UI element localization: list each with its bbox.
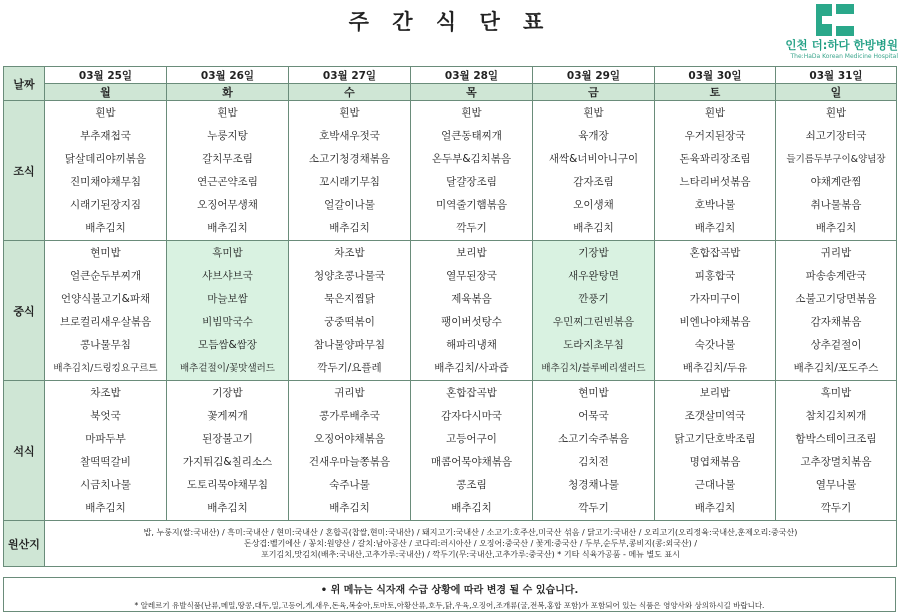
menu-item: 쇠고기장터국 [805,129,867,142]
menu-item: 깍두기 [456,221,487,234]
menu-item: 호박나물 [694,198,736,211]
menu-item: 배추김치 [85,221,126,234]
menu-item: 궁중떡볶이 [324,315,375,328]
menu-item: 흰밥 [339,106,360,119]
menu-item: 배추김치/블루베리샐러드 [541,362,646,374]
menu-item: 청경채나물 [568,478,619,491]
menu-item: 차조밥 [334,246,365,259]
menu-item: 배추김치 [694,501,736,514]
menu-item: 참나물양파무침 [313,338,385,351]
menu-cell [411,101,533,241]
menu-item: 혼합잡곡밥 [446,386,497,399]
menu-item: 마파두부 [85,432,126,445]
menu-item: 열무된장국 [446,269,497,282]
menu-item: 들기름두부구이&양념장 [786,153,886,165]
meal-row [4,241,897,381]
weekday-cell: 목 [411,84,533,101]
menu-cell [776,381,897,521]
menu-item: 얼큰동태찌개 [441,129,502,142]
menu-item: 감자다시마국 [441,409,502,422]
menu-cell [167,101,289,241]
menu-item: 가지튀김&칠리소스 [182,455,273,468]
menu-item: 도토리묵야채무침 [186,478,269,491]
menu-item: 누룽지탕 [207,129,248,142]
header-weekday-row [4,84,897,101]
menu-item: 가자미구이 [689,292,741,305]
menu-cell [533,381,655,521]
origin-info-cell [45,521,897,567]
menu-item: 호박새우젓국 [319,129,380,142]
menu-item: 청양초콩나물국 [313,269,385,282]
menu-item: 찰떡떡갈비 [80,455,131,468]
menu-item: 배추겉절이/꽃맛샐러드 [180,362,275,374]
menu-item: 해파리냉채 [446,338,497,351]
menu-item: 우거지된장국 [684,129,746,142]
menu-item: 배추김치 [815,221,857,234]
menu-item: 취나물볶음 [810,198,862,211]
notice-box [3,577,896,612]
menu-cell [167,381,289,521]
menu-cell [533,101,655,241]
menu-item: 현미밥 [90,246,121,259]
menu-item: 배추김치/드링킹요구르트 [53,362,158,374]
menu-item: 숙주나물 [329,478,370,491]
menu-item: 흰밥 [461,106,482,119]
menu-item: 배추김치/사과즙 [434,361,509,374]
menu-item: 어묵국 [578,409,609,422]
menu-cell [411,241,533,381]
menu-item: 얼큰순두부찌개 [69,269,141,282]
menu-item: 소고기청경채볶음 [308,152,391,165]
origin-line: 포기김치,맛김치(배추:국내산,고추가루:국내산) / 깍두기(무:국내산,고추가루:중국산) * 기타 식육가공품 - 메뉴 별도 표시 [261,550,680,559]
weekday-cell: 일 [776,84,897,101]
menu-item: 귀리밥 [334,386,365,399]
hospital-name-english: The:HaDa Korean Medicine Hospital [790,53,898,60]
meal-label-cell: 조식 [4,101,45,241]
menu-item: 얼갈이나물 [324,198,375,211]
menu-item: 제육볶음 [451,292,492,305]
weekday-cell: 수 [289,84,411,101]
menu-item: 매콤어묵야채볶음 [430,455,513,468]
menu-cell [289,101,411,241]
menu-item: 소불고기당면볶음 [795,292,877,305]
hospital-logo-icon [816,4,854,36]
menu-item: 조갯살미역국 [684,409,746,422]
menu-item: 배추김치 [451,501,492,514]
menu-item: 꼬시래기무침 [319,175,380,188]
weekly-menu-table [3,66,897,567]
menu-item: 깍두기 [820,501,852,514]
menu-cell [655,241,776,381]
menu-item: 파송송계란국 [805,269,867,282]
menu-item: 우민찌그린빈볶음 [552,315,635,328]
header-date-row [4,67,897,84]
menu-item: 흰밥 [95,106,116,119]
menu-item: 감자채볶음 [810,315,862,328]
menu-item: 참치김치찌개 [805,409,867,422]
meal-label-cell: 석식 [4,381,45,521]
meal-row [4,101,897,241]
menu-item: 귀리밥 [820,246,852,259]
menu-item: 배추김치/포도주스 [793,361,879,374]
menu-item: 깍두기 [578,501,609,514]
menu-item: 시금치나물 [80,478,131,491]
menu-item: 흰밥 [217,106,238,119]
menu-item: 브로컬리새우살볶음 [59,315,152,328]
menu-item: 흑미밥 [820,386,852,399]
page-title: 주 간 식 단 표 [348,10,552,34]
menu-item: 시래기된장지짐 [69,198,141,211]
menu-item: 꽃게찌개 [207,409,248,422]
menu-cell [45,241,167,381]
menu-item: 기장밥 [212,386,243,399]
weekday-cell: 월 [45,84,167,101]
menu-item: 새우완탕면 [568,269,619,282]
menu-cell [533,241,655,381]
menu-item: 콩나물무침 [80,338,131,351]
menu-item: 마늘보쌈 [207,292,248,305]
menu-item: 배추김치 [207,501,248,514]
menu-item: 달걀장조림 [446,175,497,188]
menu-item: 갈치무조림 [202,152,253,165]
menu-item: 감자조림 [573,175,614,188]
menu-item: 흰밥 [583,106,604,119]
menu-item: 흰밥 [825,106,847,119]
menu-item: 고추장멸치볶음 [800,455,872,468]
menu-item: 언양식불고기&파채 [60,292,151,305]
menu-item: 배추김치 [329,221,370,234]
menu-item: 모듬쌈&쌈장 [198,338,257,351]
menu-item: 기장밥 [578,246,609,259]
menu-item: 비엔나야채볶음 [679,315,751,328]
date-label-cell: 날짜 [4,67,45,101]
menu-item: 오징어무생채 [197,198,258,211]
menu-item: 근대나물 [694,478,736,491]
menu-item: 깍두기/요플레 [317,361,382,374]
date-cell: 03월 30일 [655,67,776,84]
origin-line: 돈상겹:벨기에산 / 꽁치:원양산 / 갈치:남아공산 / 코다리:러시아산 / 오징어:중국산 / 꽃게:중국산 / 두부,순두부,콩비지(콩:외국산) / [243,539,698,548]
meal-label-cell: 중식 [4,241,45,381]
menu-cell [411,381,533,521]
date-cell: 03월 26일 [167,67,289,84]
menu-cell [655,101,776,241]
menu-cell [167,241,289,381]
origin-row [4,521,897,567]
menu-item: 진미채야채무침 [69,175,141,188]
menu-item: 보리밥 [699,386,731,399]
menu-item: 상추겉절이 [810,338,862,351]
hospital-name: 인천 더:하다 한방병원 [785,38,898,52]
menu-item: 배추김치 [329,501,370,514]
menu-item: 배추김치 [85,501,126,514]
menu-cell [45,101,167,241]
menu-item: 배추김치 [207,221,248,234]
menu-item: 북엇국 [90,409,121,422]
date-cell: 03월 29일 [533,67,655,84]
date-cell: 03월 25일 [45,67,167,84]
menu-item: 현미밥 [578,386,609,399]
menu-item: 닭살데리야끼볶음 [64,152,147,165]
menu-cell [289,381,411,521]
menu-item: 콩조림 [456,478,487,491]
menu-cell [776,241,897,381]
menu-item: 팽이버섯탕수 [441,315,502,328]
menu-item: 콩가루배추국 [319,409,380,422]
menu-item: 느타리버섯볶음 [679,175,751,188]
menu-item: 고등어구이 [446,432,497,445]
weekday-cell: 금 [533,84,655,101]
menu-item: 열무나물 [815,478,857,491]
notice-main: • 위 메뉴는 식자재 수급 상황에 따라 변경 될 수 있습니다. [320,585,579,596]
menu-item: 연근곤약조림 [197,175,258,188]
menu-item: 새싹&너비아니구이 [548,152,639,165]
menu-item: 돈육꽈리장조림 [679,152,751,165]
menu-cell [289,241,411,381]
menu-item: 도라지초무침 [563,338,624,351]
menu-item: 육개장 [578,129,609,142]
menu-cell [776,101,897,241]
menu-item: 부추재첩국 [80,129,131,142]
origin-label-cell: 원산지 [4,521,45,567]
menu-cell [45,381,167,521]
menu-item: 김치전 [578,455,609,468]
menu-item: 함박스테이크조림 [795,432,877,445]
menu-item: 묵은지찜닭 [324,292,375,305]
menu-item: 보리밥 [456,246,487,259]
notice-allergy: * 알레르기 유발식품(난류,메밀,땅콩,대두,밀,고등어,게,새우,돈육,복숭아,토마토,아황산류,호두,닭,우육,오징어,조개류(굴,전복,홍합 포함)가 포함되어 있는 식품은 영양사와 상의하시길 바랍니다. [134,601,765,610]
menu-item: 흑미밥 [212,246,243,259]
date-cell: 03월 27일 [289,67,411,84]
menu-item: 깐풍기 [578,292,609,305]
meal-row [4,381,897,521]
menu-item: 배추김치 [573,221,614,234]
menu-item: 차조밥 [90,386,121,399]
menu-cell [655,381,776,521]
menu-item: 오이생채 [573,198,614,211]
menu-item: 숙갓나물 [694,338,736,351]
menu-item: 된장불고기 [202,432,253,445]
menu-item: 배추김치/두유 [682,361,748,374]
date-cell: 03월 28일 [411,67,533,84]
menu-item: 피홍합국 [694,269,736,282]
menu-item: 비빔막국수 [202,315,253,328]
menu-item: 미역줄기햄볶음 [435,198,507,211]
menu-item: 야채계란찜 [810,175,862,188]
menu-item: 닭고기단호박조림 [674,432,756,445]
date-cell: 03월 31일 [776,67,897,84]
weekday-cell: 화 [167,84,289,101]
menu-item: 혼합잡곡밥 [689,246,741,259]
weekday-cell: 토 [655,84,776,101]
menu-item: 소고기숙주볶음 [557,432,629,445]
menu-item: 배추김치 [694,221,736,234]
origin-line: 밥, 누룽지(쌀:국내산) / 흑미:국내산 / 현미:국내산 / 혼합곡(찹쌀,현미:국내산) / 돼지고기:국내산 / 소고기:호주산,미국산 섞음 / 닭고기:국내산 / 오리고기(오리정육:국내산,훈제오리:중국산) [143,528,798,537]
menu-item: 온두부&김치볶음 [431,152,512,165]
menu-item: 건새우마늘쫑볶음 [308,455,391,468]
menu-item: 샤브샤브국 [202,269,253,282]
menu-item: 명엽채볶음 [689,455,741,468]
menu-item: 오징어야채볶음 [313,432,385,445]
menu-item: 흰밥 [704,106,726,119]
